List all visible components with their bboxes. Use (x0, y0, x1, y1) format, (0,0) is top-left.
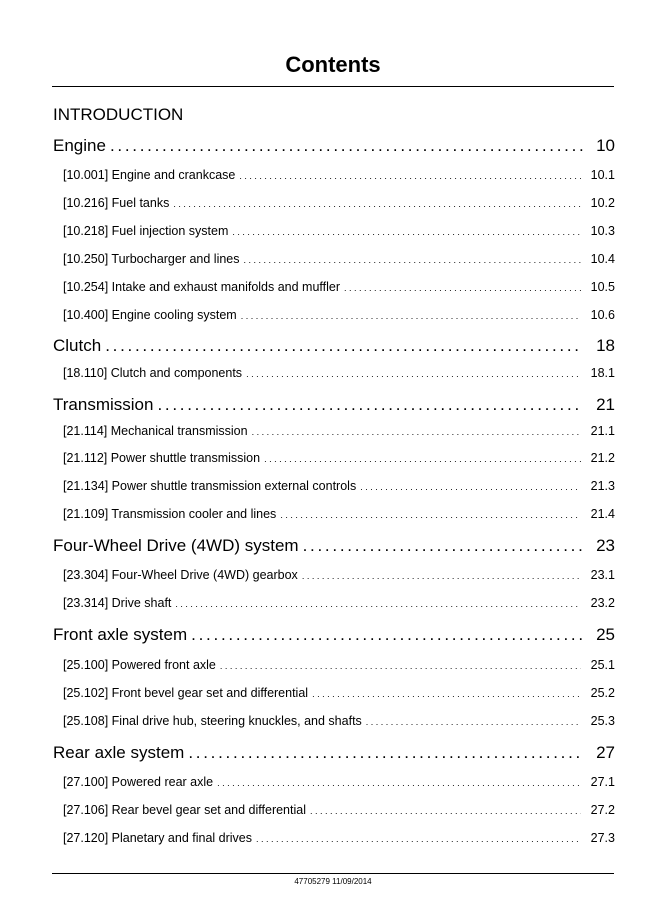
section-title: [25.108] Final drive hub, steering knuckles, and shafts (63, 714, 362, 728)
footer-rule (52, 873, 614, 874)
chapter-title: Front axle system (53, 625, 188, 644)
section-title: [10.218] Fuel injection system (63, 224, 229, 238)
dot-leader (366, 717, 581, 727)
dot-leader (252, 427, 581, 437)
section-page: 18.1 (590, 366, 615, 380)
chapter-title: Engine (53, 136, 106, 155)
section-page: 21.2 (590, 451, 615, 465)
chapter-page: 23 (596, 536, 615, 555)
section-page: 10.5 (590, 280, 615, 294)
dot-leader (175, 599, 581, 609)
toc-section[interactable] (63, 451, 615, 465)
section-page: 10.6 (590, 308, 615, 322)
dot-leader (217, 778, 581, 788)
toc-section[interactable] (63, 479, 615, 493)
introduction-heading: INTRODUCTION (53, 105, 184, 124)
toc-chapter[interactable] (53, 336, 615, 356)
toc-section[interactable] (63, 308, 615, 322)
toc-chapter[interactable] (53, 536, 615, 556)
toc-section[interactable] (63, 686, 615, 700)
dot-leader (173, 199, 581, 209)
section-title: [25.102] Front bevel gear set and differential (63, 686, 309, 700)
chapter-page: 27 (596, 743, 615, 762)
title-rule (52, 86, 614, 87)
dot-leader (241, 311, 581, 321)
section-page: 23.2 (590, 596, 615, 610)
chapter-page: 10 (596, 136, 615, 155)
section-page: 10.1 (590, 168, 615, 182)
section-title: [21.112] Power shuttle transmission (63, 451, 261, 465)
dot-leader (246, 369, 581, 379)
toc-chapter[interactable] (53, 743, 615, 763)
section-page: 21.4 (590, 507, 615, 521)
page-title: Contents (285, 52, 381, 77)
toc-section[interactable] (63, 507, 615, 521)
section-page: 25.3 (590, 714, 615, 728)
toc-section[interactable] (63, 252, 615, 266)
toc-section[interactable] (63, 714, 615, 728)
section-page: 21.1 (590, 424, 615, 438)
chapter-title: Rear axle system (53, 743, 185, 762)
section-title: [10.001] Engine and crankcase (63, 168, 236, 182)
toc-section[interactable] (63, 196, 615, 210)
section-title: [10.250] Turbocharger and lines (63, 252, 240, 266)
chapter-title: Four-Wheel Drive (4WD) system (53, 536, 299, 555)
section-title: [10.400] Engine cooling system (63, 308, 237, 322)
dot-leader (110, 136, 583, 156)
section-title: [10.216] Fuel tanks (63, 196, 170, 210)
dot-leader (244, 255, 581, 265)
section-title: [25.100] Powered front axle (63, 658, 216, 672)
section-page: 25.2 (590, 686, 615, 700)
section-title: [23.304] Four-Wheel Drive (4WD) gearbox (63, 568, 298, 582)
toc-chapter[interactable] (53, 625, 615, 645)
section-title: [21.114] Mechanical transmission (63, 424, 248, 438)
section-page: 10.3 (590, 224, 615, 238)
dot-leader (239, 171, 581, 181)
toc-section[interactable] (63, 168, 615, 182)
page-footer: 47705279 11/09/2014 (294, 877, 372, 886)
dot-leader (360, 482, 581, 492)
dot-leader (280, 510, 581, 520)
toc-section[interactable] (63, 831, 615, 845)
dot-leader (310, 806, 581, 816)
dot-leader (264, 454, 581, 464)
toc-section[interactable] (63, 280, 615, 294)
toc-chapter[interactable] (53, 136, 615, 156)
dot-leader (302, 571, 581, 581)
toc-section[interactable] (63, 424, 615, 438)
section-page: 27.3 (590, 831, 615, 845)
section-title: [27.100] Powered rear axle (63, 775, 214, 789)
dot-leader (105, 336, 583, 356)
section-page: 10.2 (590, 196, 615, 210)
chapter-page: 18 (596, 336, 615, 355)
toc-section[interactable] (63, 224, 615, 238)
toc-section[interactable] (63, 803, 615, 817)
section-title: [27.106] Rear bevel gear set and differential (63, 803, 306, 817)
toc-section[interactable] (63, 366, 615, 380)
section-page: 10.4 (590, 252, 615, 266)
dot-leader (312, 689, 581, 699)
dot-leader (256, 834, 581, 844)
section-page: 27.2 (590, 803, 615, 817)
dot-leader (157, 395, 583, 415)
section-title: [21.109] Transmission cooler and lines (63, 507, 277, 521)
chapter-title: Clutch (53, 336, 102, 355)
section-page: 27.1 (590, 775, 615, 789)
section-title: [27.120] Planetary and final drives (63, 831, 253, 845)
section-page: 25.1 (590, 658, 615, 672)
chapter-page: 21 (596, 395, 615, 414)
chapter-page: 25 (596, 625, 615, 644)
section-page: 21.3 (590, 479, 615, 493)
dot-leader (344, 283, 581, 293)
toc-section[interactable] (63, 596, 615, 610)
section-page: 23.1 (590, 568, 615, 582)
toc-section[interactable] (63, 658, 615, 672)
dot-leader (188, 743, 583, 763)
section-title: [18.110] Clutch and components (63, 366, 243, 380)
section-title: [21.134] Power shuttle transmission external controls (63, 479, 357, 493)
toc-section[interactable] (63, 775, 615, 789)
section-title: [10.254] Intake and exhaust manifolds and muffler (63, 280, 341, 294)
dot-leader (220, 661, 581, 671)
dot-leader (303, 536, 583, 556)
chapter-title: Transmission (53, 395, 154, 414)
toc-section[interactable] (63, 568, 615, 582)
section-title: [23.314] Drive shaft (63, 596, 172, 610)
toc-chapter[interactable] (53, 395, 615, 415)
dot-leader (191, 625, 583, 645)
dot-leader (232, 227, 581, 237)
